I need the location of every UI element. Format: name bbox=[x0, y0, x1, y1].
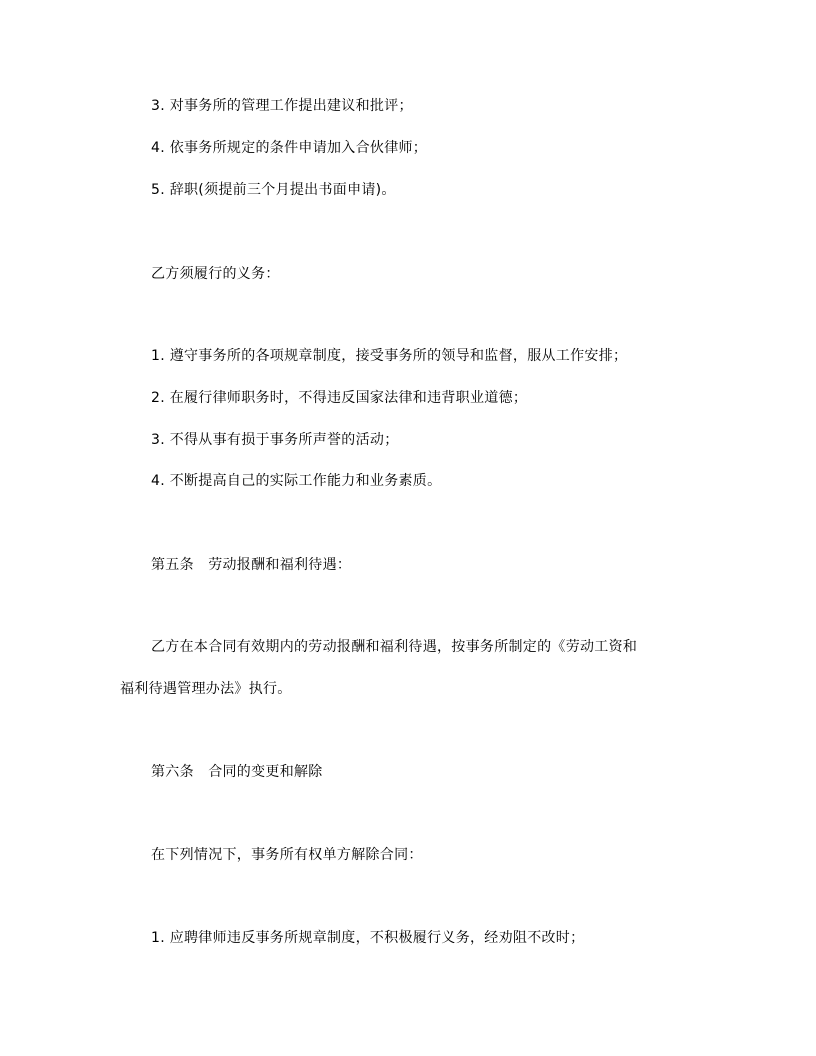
right-item-5: 5. 辞职(须提前三个月提出书面申请)。 bbox=[151, 182, 396, 198]
right-item-4: 4. 依事务所规定的条件申请加入合伙律师； bbox=[151, 140, 428, 156]
article-5-heading: 第五条 劳动报酬和福利待遇： bbox=[151, 557, 352, 573]
obligation-item-4: 4. 不断提高自己的实际工作能力和业务素质。 bbox=[151, 473, 442, 489]
termination-intro: 在下列情况下，事务所有权单方解除合同： bbox=[151, 847, 423, 863]
obligation-item-1: 1. 遵守事务所的各项规章制度，接受事务所的领导和监督，服从工作安排； bbox=[151, 348, 628, 364]
right-item-3: 3. 对事务所的管理工作提出建议和批评； bbox=[151, 98, 413, 114]
termination-item-1: 1. 应聘律师违反事务所规章制度，不积极履行义务，经劝阻不改时； bbox=[151, 930, 585, 946]
article-6-heading: 第六条 合同的变更和解除 bbox=[151, 764, 323, 780]
obligation-item-3: 3. 不得从事有损于事务所声誉的活动； bbox=[151, 432, 399, 448]
article-5-paragraph-line-1: 乙方在本合同有效期内的劳动报酬和福利待遇，按事务所制定的《劳动工资和 bbox=[151, 639, 638, 655]
obligation-item-2: 2. 在履行律师职务时，不得违反国家法律和违背职业道德； bbox=[151, 390, 528, 406]
article-5-paragraph-line-2: 福利待遇管理办法》执行。 bbox=[120, 681, 292, 697]
obligations-heading: 乙方须履行的义务： bbox=[151, 266, 280, 282]
